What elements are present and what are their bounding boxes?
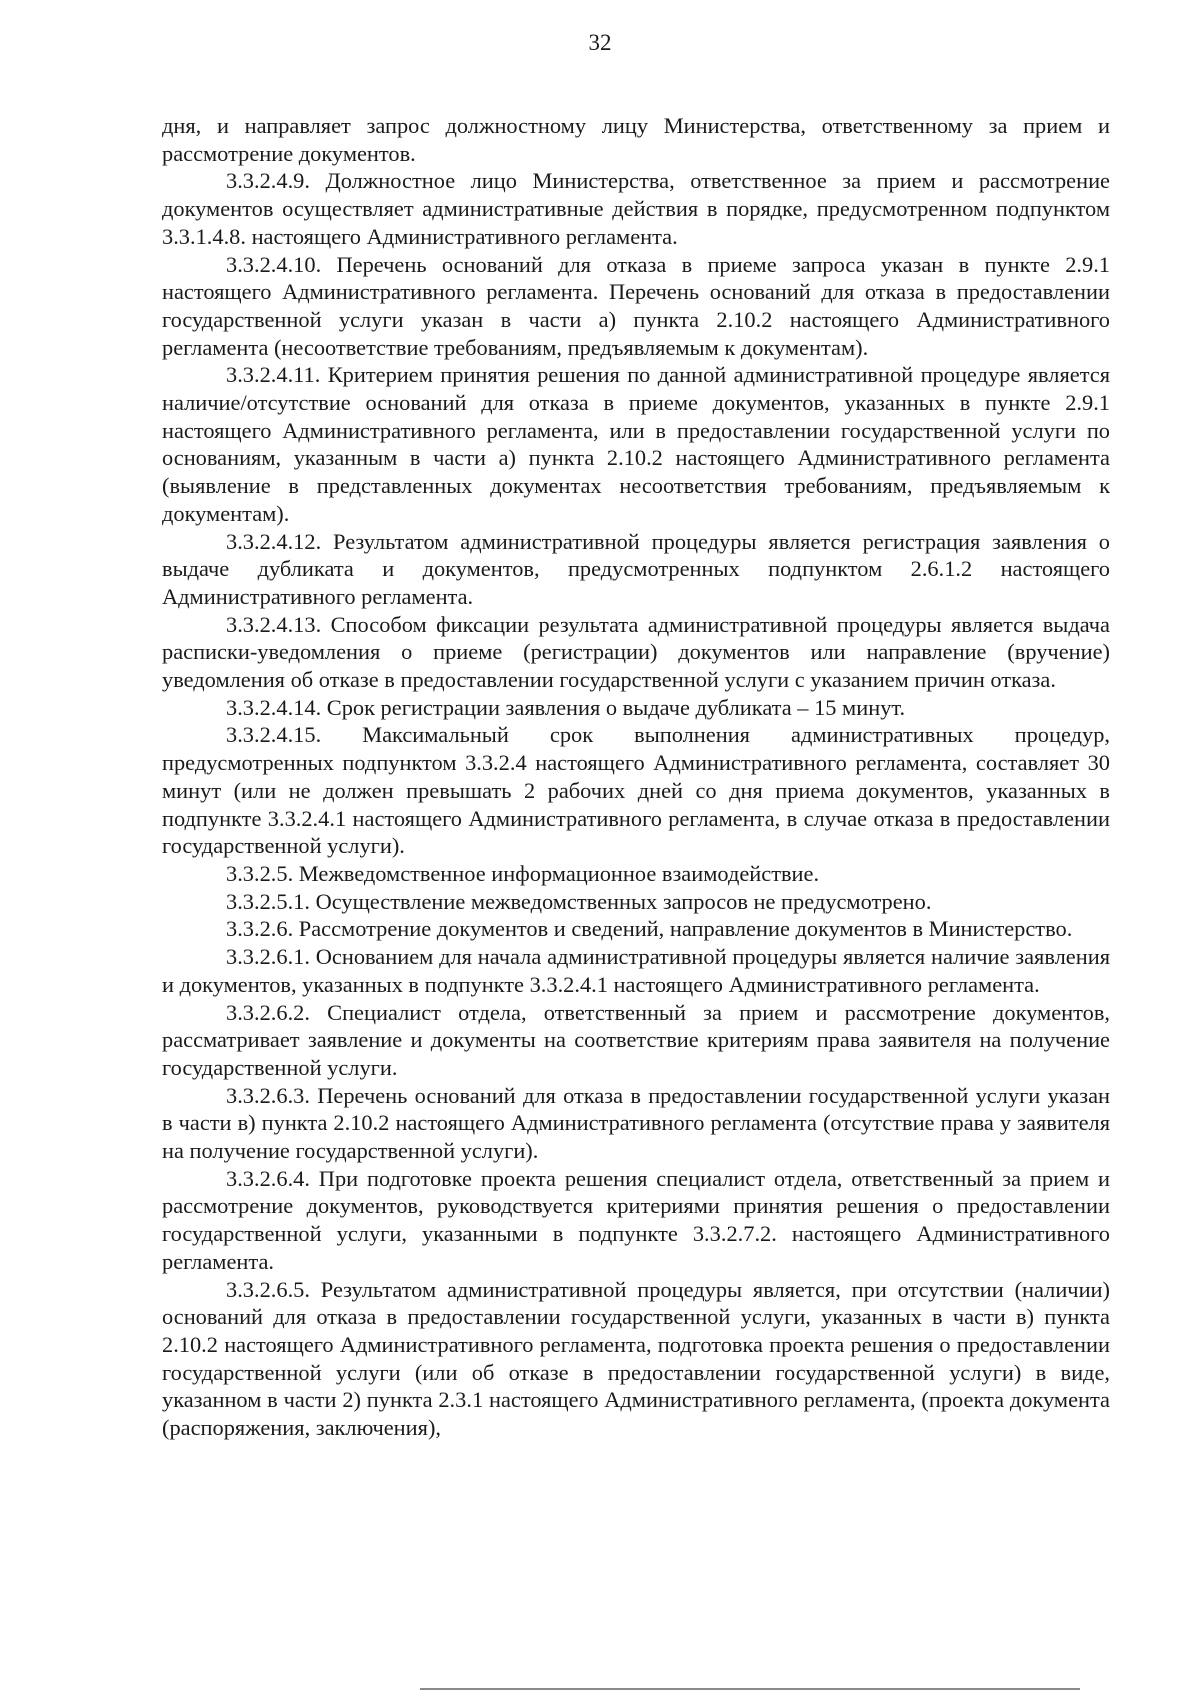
- paragraph-3-3-2-4-13: 3.3.2.4.13. Способом фиксации результата административной процедуры является выдача расписки-уведомления о приеме (регистрации) документов или направление (вручение) уведомления об отказе в предоставлении государственной услуги с указанием причин отказа.: [162, 611, 1110, 693]
- paragraph-3-3-2-4-9: 3.3.2.4.9. Должностное лицо Министерства, ответственное за прием и рассмотрение документов осуществляет административные действия в порядке, предусмотренном подпунктом 3.3.1.4.8. настоящего Административного регламента.: [162, 168, 1110, 249]
- paragraph-3-3-2-6-2: 3.3.2.6.2. Специалист отдела, ответственный за прием и рассмотрение документов, рассматривает заявление и документы на соответствие критериям права заявителя на получение государственной услуги.: [162, 999, 1110, 1080]
- paragraph-3-3-2-6-5: 3.3.2.6.5. Результатом административной процедуры является, при отсутствии (наличии) оснований для отказа в предоставлении государственной услуги, указанных в части в) пункта 2.10.2 настоящего Административного регламента, подготовка проекта решения о предоставлении государственной услуги (или об отказе в предоставлении государственной услуги) в виде, указанном в части 2) пункта 2.3.1 настоящего Административного регламента, (проекта документа (распоряжения, заключения),: [162, 1276, 1110, 1441]
- paragraph-3-3-2-5-1: 3.3.2.5.1. Осуществление межведомственных запросов не предусмотрено.: [226, 888, 932, 914]
- paragraph-3-3-2-5: 3.3.2.5. Межведомственное информационное взаимодействие.: [226, 860, 820, 886]
- paragraph-3-3-2-6-1: 3.3.2.6.1. Основанием для начала административной процедуры является наличие заявления и документов, указанных в подпункте 3.3.2.4.1 настоящего Административного регламента.: [162, 944, 1110, 997]
- paragraph-continuation: дня, и направляет запрос должностному лицу Министерства, ответственному за прием и рассмотрение документов.: [162, 113, 1110, 166]
- paragraph-3-3-2-6-4: 3.3.2.6.4. При подготовке проекта решения специалист отдела, ответственный за прием и рассмотрение документов, руководствуется критериями принятия решения о предоставлении государственной услуги, указанными в подпункте 3.3.2.7.2. настоящего Административного регламента.: [162, 1165, 1110, 1274]
- paragraph-3-3-2-4-12: 3.3.2.4.12. Результатом административной процедуры является регистрация заявления о выдаче дубликата и документов, предусмотренных подпунктом 2.6.1.2 настоящего Административного регламента.: [162, 528, 1110, 609]
- paragraph-3-3-2-6: 3.3.2.6. Рассмотрение документов и сведений, направление документов в Министерство.: [226, 916, 1073, 942]
- paragraph-3-3-2-4-14: 3.3.2.4.14. Срок регистрации заявления о выдаче дубликата – 15 минут.: [226, 694, 906, 720]
- paragraph-3-3-2-4-15: 3.3.2.4.15. Максимальный срок выполнения административных процедур, предусмотренных подпунктом 3.3.2.4 настоящего Административного регламента, составляет 30 минут (или не должен превышать 2 рабочих дней со дня приема документов, указанных в подпункте 3.3.2.4.1 настоящего Административного регламента, в случае отказа в предоставлении государственной услуги).: [162, 722, 1110, 859]
- paragraph-3-3-2-6-3: 3.3.2.6.3. Перечень оснований для отказа в предоставлении государственной услуги указан в части в) пункта 2.10.2 настоящего Административного регламента (отсутствие права у заявителя на получение государственной услуги).: [162, 1082, 1110, 1164]
- document-body: [162, 112, 1110, 1442]
- paragraph-3-3-2-4-10: 3.3.2.4.10. Перечень оснований для отказа в приеме запроса указан в пункте 2.9.1 настоящего Административного регламента. Перечень оснований для отказа в предоставлении государственной услуги указан в части а) пункта 2.10.2 настоящего Административного регламента (несоответствие требованиям, предъявляемым к документам).: [162, 251, 1110, 360]
- page-number: 32: [588, 30, 612, 55]
- footer-rule: [420, 1688, 1080, 1690]
- paragraph-3-3-2-4-11: 3.3.2.4.11. Критерием принятия решения по данной административной процедуре является наличие/отсутствие оснований для отказа в приеме документов, указанных в пункте 2.9.1 настоящего Административного регламента, или в предоставлении государственной услуги по основаниям, указанным в части а) пункта 2.10.2 настоящего Административного регламента (выявление в представленных документах несоответствия требованиям, предъявляемым к документам).: [162, 362, 1110, 526]
